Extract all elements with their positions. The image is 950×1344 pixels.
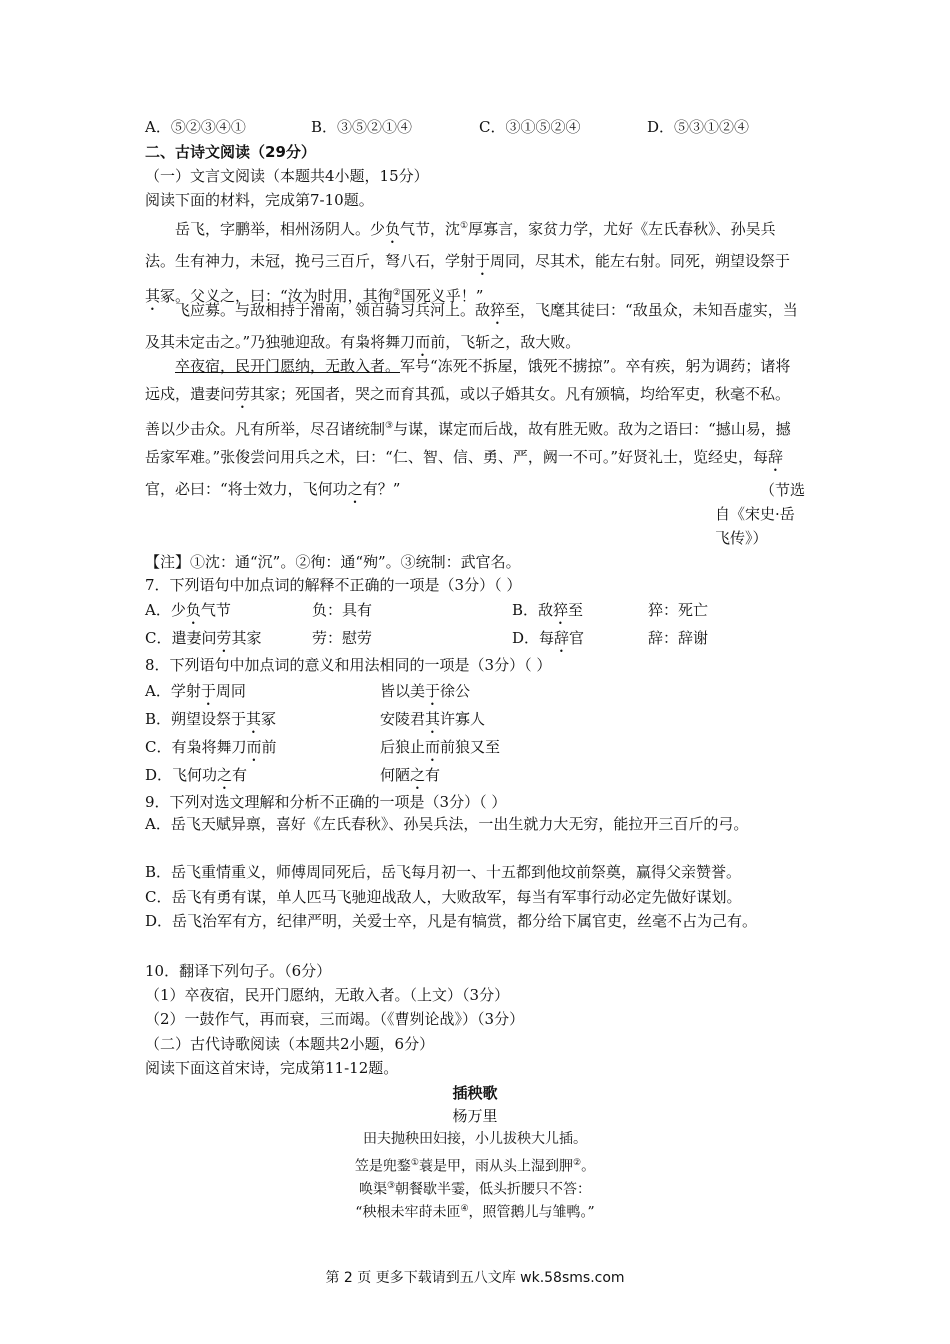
q8-option-b-1 (145, 709, 276, 737)
q7-option-c (145, 628, 262, 656)
passage-text: 与谋，谋定而后战，故有胜无败。敌为之语曰：“撼山易，撼岳家军难。”张俊尝问用兵之术，曰：“仁、智、信、勇、严，阙一不可。”好贤礼士，览经史，每 (145, 420, 791, 466)
dotted-word: 而 (246, 738, 262, 756)
option-text: B．朔望设祭于 (145, 710, 247, 728)
passage-text: 冢。父义之，曰：“汝为时用，其徇 (160, 287, 393, 305)
q7-option-d (512, 628, 584, 656)
q7-option-d-explanation: 辞：辞谢 (648, 629, 709, 647)
dotted-word: 而 (415, 333, 431, 351)
dotted-word: 之 (217, 766, 233, 784)
q6-option-c: C．③①⑤②④ (479, 118, 581, 136)
passage-paragraph-2 (145, 296, 805, 360)
q7-option-c-explanation: 劳：慰劳 (312, 629, 373, 647)
q7-option-a-explanation: 负：具有 (312, 601, 373, 619)
dotted-word: 之 (347, 480, 363, 498)
subsection-1-instruction: 阅读下面的材料，完成第7-10题。 (145, 191, 374, 209)
passage-text: 其家；死国者，哭之而育其孤，或以子婚其女。凡有颁犒，均给军吏，秋毫不私。善以少击众。凡有所举，尽召诸统制 (145, 385, 791, 438)
subsection-2-title: （二）古代诗歌阅读（本题共2小题，6分） (145, 1035, 435, 1053)
poem-text: 笠是兜鍪 (354, 1158, 411, 1175)
footnotes: 【注】①沈：通“沉”。②徇：通“殉”。③统制：武官名。 (145, 553, 521, 571)
option-text: A．学射 (145, 682, 201, 700)
passage-text: 国死义乎！” (400, 287, 484, 305)
option-text: 至 (568, 601, 584, 619)
option-text: 许寡人 (440, 710, 486, 728)
dotted-word: 负 (185, 601, 201, 619)
q9-stem: 9．下列对选文理解和分析不正确的一项是（3分）（ ） (145, 793, 507, 811)
option-text: 官 (569, 629, 585, 647)
q7-stem: 7．下列语句中加点词的解释不正确的一项是（3分）（ ） (145, 576, 522, 594)
q9-option-a: A．岳飞天赋异禀，喜好《左氏春秋》、孙吴兵法，一出生就力大无穷，能拉开三百斤的弓。 (145, 815, 749, 833)
option-text: 有 (425, 766, 441, 784)
passage-text: 周同，尽其术，能左右射。同死，朔望设祭于 (490, 252, 791, 270)
footnote-mark: ③ (385, 421, 394, 431)
poem-text: 。 (581, 1158, 596, 1175)
option-text: D．每 (512, 629, 555, 647)
q7-option-a (145, 600, 231, 628)
option-text: 其家 (231, 629, 262, 647)
q8-option-d-1 (145, 765, 247, 793)
dotted-word: 而 (425, 738, 441, 756)
source-citation-3: 飞传》） (715, 529, 768, 547)
poem-line-2 (0, 1152, 950, 1178)
q7-option-b (512, 600, 583, 628)
option-text: 皆以美 (380, 682, 426, 700)
passage-text: 飞应募。与敌相持于滑南，领百骑习兵河上。敌 (175, 301, 491, 319)
dotted-word: 之 (410, 766, 426, 784)
option-text: D．飞何功 (145, 766, 218, 784)
underlined-sentence: 卒夜宿，民开门愿纳，无敢入者。 (175, 357, 401, 375)
option-text: C．有枭将舞刀 (145, 738, 247, 756)
passage-text: 有？” (362, 480, 401, 498)
poem-text: 唤渠 (358, 1181, 387, 1198)
footnote-mark: ④ (460, 1204, 469, 1214)
q7-option-b-explanation: 猝：死亡 (648, 601, 709, 619)
poem-text: ，照管鹅儿与雏鸭。” (468, 1204, 595, 1221)
dotted-word: 于 (200, 682, 216, 700)
source-citation-2: 自《宋史·岳 (715, 505, 795, 523)
footnote-mark: ① (410, 1158, 419, 1168)
passage-text: 军号“冻死不拆屋，饿死不掳掠”。卒有疾，躬为调药；诸将远戍，遣妻问 (145, 357, 791, 403)
q10-sentence-1: （1）卒夜宿，民开门愿纳，无敢入者。（上文）（3分） (145, 986, 510, 1004)
option-text: 何陋 (380, 766, 411, 784)
option-text: 徐公 (440, 682, 471, 700)
dotted-word: 辞 (554, 629, 570, 647)
dotted-word: 其 (425, 710, 441, 728)
q9-option-b: B．岳飞重情重义，师傅周同死后，岳飞每月初一、十五都到他坟前祭奠，赢得父亲赞誉。 (145, 863, 742, 881)
q9-option-d: D．岳飞治军有方，纪律严明，关爱士卒，凡是有犒赏，都分给下属官吏，丝毫不占为己有。 (145, 912, 758, 930)
q8-option-d-2 (380, 765, 440, 793)
dotted-word: 辞 (768, 448, 784, 466)
passage-text: 气节，沈 (400, 220, 461, 238)
option-text: 气节 (200, 601, 231, 619)
q8-option-a-1 (145, 681, 246, 709)
option-text: 冢 (261, 710, 277, 728)
q9-option-c: C．岳飞有勇有谋，单人匹马飞驰迎战敌人，大败敌军，每当有军事行动必定先做好谋划。 (145, 888, 742, 906)
passage-text: 官，必曰：“将士效力，飞何功 (145, 480, 348, 498)
poem-line-4 (0, 1198, 950, 1224)
dotted-word: 其 (246, 710, 262, 728)
poem-text: “秧根未牢莳未匝 (355, 1204, 461, 1221)
dotted-word: 于 (475, 252, 491, 270)
option-text: 安陵君 (380, 710, 426, 728)
footnote-mark: ② (392, 288, 401, 298)
passage-text: 厚寡言，家贫力学，尤好《左氏春秋》、孙吴兵法。生有神力，未冠，挽弓三百斤，弩八石，学射 (145, 220, 776, 270)
poem-author: 杨万里 (452, 1107, 498, 1125)
q6-option-b: B．③⑤②①④ (311, 118, 413, 136)
passage-text: 岳飞，字鹏举，相州汤阴人。少 (175, 220, 386, 238)
option-text: A．少 (145, 601, 186, 619)
page-footer: 第 2 页 更多下载请到五八文库 wk.58sms.com (325, 1270, 625, 1286)
dotted-word: 劳 (216, 629, 232, 647)
option-text: 后狼止 (380, 738, 426, 756)
q8-option-b-2 (380, 709, 485, 737)
section-2-title: 二、古诗文阅读（29分） (145, 143, 316, 161)
poem-title: 插秧歌 (452, 1084, 498, 1102)
q6-option-d: D．⑤③①②④ (647, 118, 750, 136)
q10-stem: 10．翻译下列句子。（6分） (145, 962, 332, 980)
poem-line-3 (0, 1175, 950, 1201)
q6-option-a: A．⑤②③④① (145, 118, 246, 136)
passage-text: 至，飞麾其徒曰：“敌虽众，未知吾虚实，当及其未定击之。”乃独驰迎敌。有枭将舞刀 (145, 301, 798, 351)
passage-paragraph-3 (145, 352, 805, 507)
dotted-word: 于 (425, 682, 441, 700)
source-citation-1: （节选 (760, 481, 806, 499)
option-text: B．敌 (512, 601, 554, 619)
option-text: 周同 (215, 682, 246, 700)
dotted-word: 猝 (553, 601, 569, 619)
poem-text: 蓑是甲，雨从头上湿到胛 (419, 1158, 573, 1175)
poem-text: 朝餐歇半霎，低头折腰只不答： (395, 1181, 592, 1198)
q8-option-c-2 (380, 737, 500, 765)
option-text: 前狼又至 (440, 738, 501, 756)
dotted-word: 劳 (235, 385, 251, 403)
poem-line-1: 田夫抛秧田妇接，小儿拔秧大儿插。 (363, 1131, 587, 1147)
option-text: 前 (261, 738, 277, 756)
q8-option-c-1 (145, 737, 277, 765)
q10-sentence-2: （2）一鼓作气，再而衰，三而竭。（《曹刿论战》）（3分） (145, 1010, 525, 1028)
footnote-mark: ② (573, 1158, 582, 1168)
option-text: 有 (232, 766, 248, 784)
q8-option-a-2 (380, 681, 470, 709)
footnote-mark: ① (460, 221, 469, 231)
dotted-word: 其 (145, 287, 161, 305)
subsection-2-instruction: 阅读下面这首宋诗，完成第11-12题。 (145, 1059, 399, 1077)
option-text: C．遣妻问 (145, 629, 217, 647)
footnote-mark: ③ (386, 1181, 396, 1191)
passage-text: 前，飞斩之，敌大败。 (430, 333, 581, 351)
q8-stem: 8．下列语句中加点词的意义和用法相同的一项是（3分）（ ） (145, 656, 552, 674)
dotted-word: 负 (385, 220, 401, 238)
subsection-1-title: （一）文言文阅读（本题共4小题，15分） (145, 167, 429, 185)
dotted-word: 猝 (490, 301, 506, 319)
